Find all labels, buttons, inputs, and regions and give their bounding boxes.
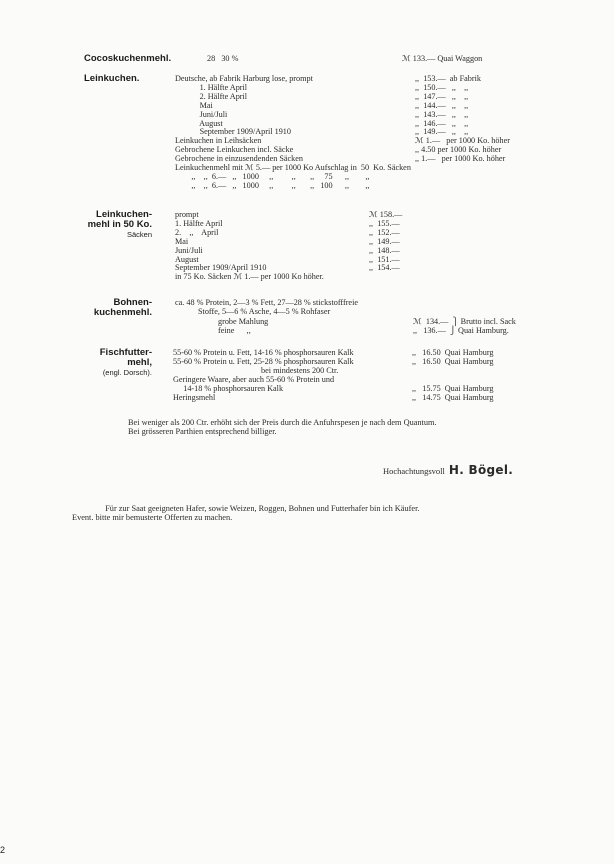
page-number: 2 <box>0 845 6 855</box>
cocos-price: ℳ 133.— Quai Waggon <box>402 54 483 63</box>
line-right: ,, 149.— <box>369 236 400 246</box>
line-left: 55-60 % Protein u. Fett, 14-16 % phosphorsauren Kalk <box>173 348 354 357</box>
line-left: August <box>175 118 223 128</box>
line-left: 55-60 % Protein u. Fett, 25-28 % phosphorsauren Kalk <box>173 356 354 366</box>
line-right: ,, 143.— ,, ,, <box>415 109 469 119</box>
line-right: ,, 4.50 per 1000 Ko. höher <box>415 145 502 155</box>
bohnen-line-1: ca. 48 % Protein, 2—3 % Fett, 27—28 % stickstofffreie <box>175 298 358 307</box>
line-left: Deutsche, ab Fabrik Harburg lose, prompt <box>175 74 313 83</box>
line-right: ,, 14.75 Quai Hamburg <box>412 392 494 402</box>
bohnen-price-grob: ℳ 134.— ⎫ Brutto incl. Sack <box>413 317 516 326</box>
line-left: Leinkuchenmehl mit ℳ 5.— per 1000 Ko Aufschlag in 50 Ko. Säcken <box>175 163 411 172</box>
heading-sub: Säcken <box>126 230 152 239</box>
heading-line: mehl in 50 Ko. <box>87 219 152 230</box>
line-right: ,, 147.— ,, ,, <box>415 91 469 101</box>
line-left: 1. Hälfte April <box>175 82 248 92</box>
line-right: ,, 16.50 Quai Hamburg <box>412 356 494 366</box>
line-left: August <box>175 254 199 264</box>
bohnen-price-fein: ,, 136.— ⎭ Quai Hamburg. <box>413 326 509 335</box>
signature-lead: Hochachtungsvoll <box>383 466 445 476</box>
line-left: ,, ,, 6.— ,, 1000 ,, ,, ,, 100 ,, ,, <box>175 180 370 190</box>
line-left: 2. ,, April <box>175 227 219 237</box>
bohnen-line-4: feine ,, <box>218 326 251 335</box>
line-left: prompt <box>175 210 199 219</box>
line-right: ,, 155.— <box>369 218 400 228</box>
line-right: ,, 144.— ,, ,, <box>415 100 469 110</box>
line-right: ,, 1.— per 1000 Ko. höher <box>415 154 506 164</box>
line-right: ℳ 158.— <box>369 210 403 219</box>
heading-leinkuchen: Leinkuchen. <box>84 73 140 84</box>
line-right: ,, 146.— ,, ,, <box>415 118 469 128</box>
line-left: ,, ,, 6.— ,, 1000 ,, ,, ,, 75 ,, ,, <box>175 171 370 181</box>
heading-line: Leinkuchen- <box>96 209 152 220</box>
line-left: Mai <box>175 100 213 110</box>
footer-line-2: Event. bitte mir bemusterte Offerten zu machen. <box>72 513 233 522</box>
line-left: Juni/Juli <box>175 109 228 119</box>
line-left: September 1909/April 1910 <box>175 127 291 137</box>
line-left: Geringere Waare, aber auch 55-60 % Protein und <box>173 374 335 384</box>
line-right: ,, 154.— <box>369 263 400 273</box>
note-line-1: Bei weniger als 200 Ctr. erhöht sich der Preis durch die Anfuhrspesen je nach dem Quantum. <box>128 418 437 427</box>
line-left: 2. Hälfte April <box>175 91 248 101</box>
cocos-text: 28 30 % <box>207 54 239 63</box>
bohnen-line-3: grobe Mahlung <box>218 317 269 326</box>
line-left: in 75 Ko. Säcken ℳ 1.— per 1000 Ko höher. <box>175 272 324 282</box>
signature-name: H. Bögel. <box>448 463 514 477</box>
line-right: ℳ 1.— per 1000 Ko. höher <box>415 136 510 146</box>
heading-leinkuchenmehl <box>80 210 152 240</box>
line-right: ,, 150.— ,, ,, <box>415 82 469 92</box>
line-right: ,, 15.75 Quai Hamburg <box>412 383 494 393</box>
line-right: ,, 149.— ,, ,, <box>415 127 469 137</box>
footer-line-1: Für zur Saat geeigneten Hafer, sowie Weizen, Roggen, Bohnen und Futterhafer bin ich Käufer. <box>72 504 420 513</box>
line-left: 1. Hälfte April <box>175 218 223 228</box>
heading-bohnenkuchenmehl <box>80 298 152 318</box>
note-line-2: Bei grösseren Parthien entsprechend billiger. <box>128 427 277 436</box>
heading-cocoskuchenmehl: Cocoskuchenmehl. <box>84 53 172 64</box>
line-right: ,, 151.— <box>369 254 400 264</box>
bohnen-line-2: Stoffe, 5—6 % Asche, 4—5 % Rohfaser <box>198 307 331 316</box>
line-left: Heringsmehl <box>173 392 216 402</box>
heading-line: Bohnen- <box>113 297 152 308</box>
heading-sub: (engl. Dorsch). <box>102 368 152 377</box>
heading-line: Fischfutter- <box>99 347 152 358</box>
line-left: Leinkuchen in Leihsäcken <box>175 136 262 146</box>
heading-line: kuchenmehl. <box>93 307 152 318</box>
line-right: ,, 16.50 Quai Hamburg <box>412 348 494 357</box>
heading-fischfuttermehl <box>80 348 152 378</box>
line-left: bei mindestens 200 Ctr. <box>173 365 339 375</box>
line-left: Mai <box>175 236 189 246</box>
line-left: 14-18 % phosphorsauren Kalk <box>173 383 284 393</box>
signature <box>383 461 513 479</box>
line-left: Juni/Juli <box>175 245 203 255</box>
heading-line: mehl, <box>127 357 152 368</box>
line-left: Gebrochene Leinkuchen incl. Säcke <box>175 145 294 155</box>
line-right: ,, 148.— <box>369 245 400 255</box>
line-left: September 1909/April 1910 <box>175 263 267 273</box>
line-right: ,, 153.— ab Fabrik <box>415 74 481 83</box>
line-left: Gebrochene in einzusendenden Säcken <box>175 154 303 164</box>
line-right: ,, 152.— <box>369 227 400 237</box>
